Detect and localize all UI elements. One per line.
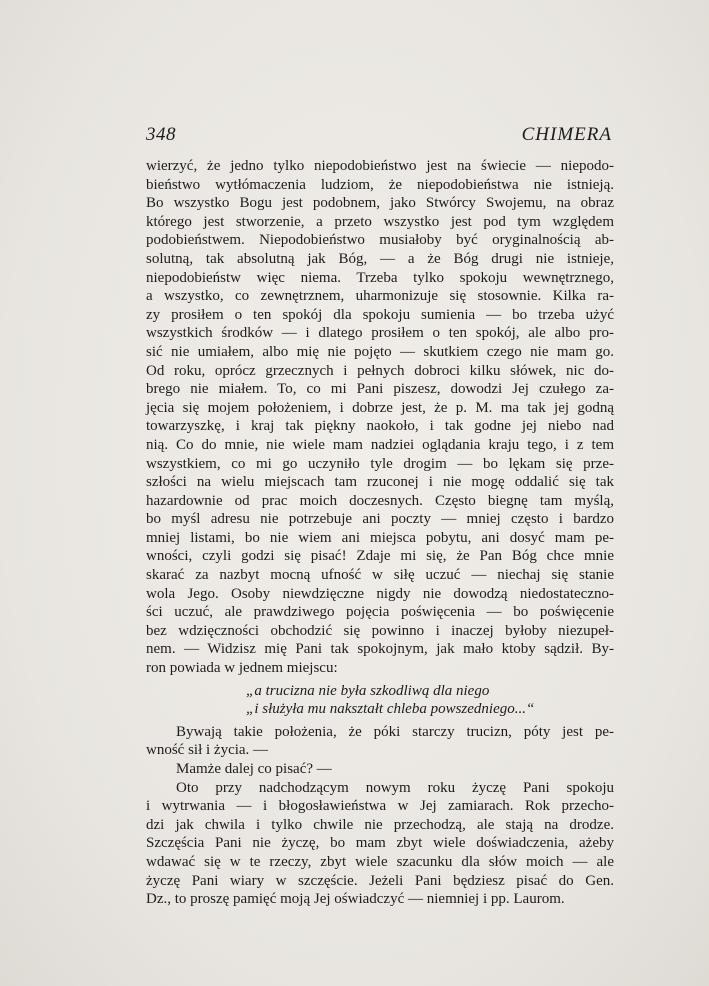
paragraph-4-line: Oto przy nadchodzącym nowym roku życzę Pani spokoju: [176, 779, 614, 796]
paragraph-1-line: którego jest stworzenie, a przeto wszystko jest pod tym względem: [146, 213, 614, 230]
paragraph-1-line: nią. Co do mnie, nie wiele mam nadziei oglądania kraju tego, i z tem: [146, 436, 614, 453]
running-title: CHIMERA: [521, 124, 612, 145]
paragraph-1-line: skarać za nazbyt mocną ufność w siłę uczuć — niechaj się stanie: [146, 567, 614, 584]
paragraph-1-line: bo myśl adresu nie potrzebuje ani poczty — mniej często i bardzo: [146, 511, 614, 528]
paragraph-1-line: nem. — Widzisz mię Pani tak spokojnym, jak mało ktoby sądził. By-: [146, 641, 614, 658]
paragraph-1-line: podobieństwem. Niepodobieństwo musiałoby być oryginalnością ab-: [146, 232, 614, 249]
paragraph-1-line: hazardownie od prac moich doczesnych. Często biegnę tam myślą,: [146, 492, 614, 509]
paragraph-4-line: życzę Pani wiary w szczęście. Jeżeli Pani będziesz pisać do Gen.: [146, 872, 614, 889]
paragraph-4: [146, 779, 614, 909]
verse-line: „i służyła mu nakształt chleba powszedniego...“: [246, 701, 535, 718]
paragraph-1-line: Od roku, oprócz grzecznych i pełnych dobroci kilku słówek, nic do-: [146, 362, 614, 379]
paragraph-1-line: solutną, tak absolutną jak Bóg, — a że Bóg drugi nie istnieje,: [146, 250, 614, 267]
letter-body: [146, 157, 614, 909]
paragraph-3: [146, 760, 614, 779]
paragraph-4-line: wdawać się w te rzeczy, zbyt wiele szacunku dla słów moich — ale: [146, 853, 614, 870]
paragraph-1-line: mniej listami, bo nie wiem ani miejsca pobytu, ani dosyć mam pe-: [146, 529, 614, 546]
paragraph-1-line: bez wdzięczności obchodzić się powinno i inaczej byłoby niezupeł-: [146, 622, 614, 639]
paragraph-1-line: wszystkiem, co mi go uczyniło tyle drogim — bo lękam się prze-: [146, 455, 614, 472]
paragraph-1-line: jęcia się mojem położeniem, i dobrze jest, że p. M. ma tak jej godną: [146, 399, 614, 416]
paragraph-1-line: bieństwo wytłómaczenia ludziom, że niepodobieństwa nie istnieją.: [146, 176, 614, 193]
paragraph-2: [146, 723, 614, 760]
paragraph-1-line: zy prosiłem o ten spokój dla spokoju sumienia — bo trzeba użyć: [146, 306, 614, 323]
page-header: [146, 124, 612, 148]
paragraph-1-line: ści uczuć, ale prawdziwego pojęcia poświęcenia — bo poświęcenie: [146, 604, 614, 621]
page-number: 348: [146, 124, 176, 145]
byron-quote: [146, 682, 614, 719]
paragraph-1-line: niepodobieństw więc niema. Trzeba tylko spokoju wewnętrznego,: [146, 269, 614, 286]
paragraph-1-line: wola Jego. Osoby niewdzięczne nigdy nie dowodzą niedostateczno-: [146, 585, 614, 602]
paragraph-2-line: Bywają takie położenia, że póki starczy trucizn, póty jest pe-: [176, 723, 614, 740]
paragraph-4-line: dzi jak chwila i tylko chwile nie przechodzą, ale stają na drodze.: [146, 816, 614, 833]
paragraph-1-line: wierzyć, że jedno tylko niepodobieństwo jest na świecie — niepodo-: [146, 158, 614, 174]
paragraph-1-line: sić nie umiałem, albo mię nie pojęto — skutkiem czego nie mam go.: [146, 343, 614, 360]
paragraph-3-line: Mamże dalej co pisać? —: [176, 761, 332, 777]
paragraph-1-line: a wszystko, co zewnętrznem, uharmonizuje się stosownie. Kilka ra-: [146, 288, 614, 305]
paragraph-1: [146, 157, 614, 678]
paragraph-1-line: wszystkich środków — i dlatego prosiłem o ten spokój, ale albo pro-: [146, 325, 614, 342]
paragraph-4-line: Szczęścia Pani nie życzę, bo mam zbyt wiele doświadczenia, ażeby: [146, 835, 614, 852]
paragraph-2-line: wność sił i życia. —: [146, 742, 269, 759]
paragraph-1-line: brego nie miałem. To, co mi Pani piszesz, dowodzi Jej czułego za-: [146, 381, 614, 398]
paragraph-1-line: Bo wszystko Bogu jest podobnem, jako Stwórcy Swojemu, na obraz: [146, 195, 614, 212]
paragraph-1-line: wności, czyli godzi się pisać! Zdaje mi się, że Pan Bóg chce mnie: [146, 548, 614, 565]
paragraph-1-line: szłości na wielu miejscach tam rzuconej i nie mogę oddalić się tak: [146, 474, 614, 491]
paragraph-4-line: i wytrwania — i błogosławieństwa w Jej zamiarach. Rok przecho-: [146, 798, 614, 815]
paragraph-1-line: towarzyszkę, i kraj tak piękny naokoło, i tak godne jej niebo nad: [146, 418, 614, 435]
paragraph-4-line: Dz., to proszę pamięć moją Jej oświadczyć — niemniej i pp. Laurom.: [146, 891, 565, 908]
paragraph-1-line: ron powiada w jednem miejscu:: [146, 660, 338, 677]
verse-line: „a trucizna nie była szkodliwą dla niego: [246, 682, 490, 699]
